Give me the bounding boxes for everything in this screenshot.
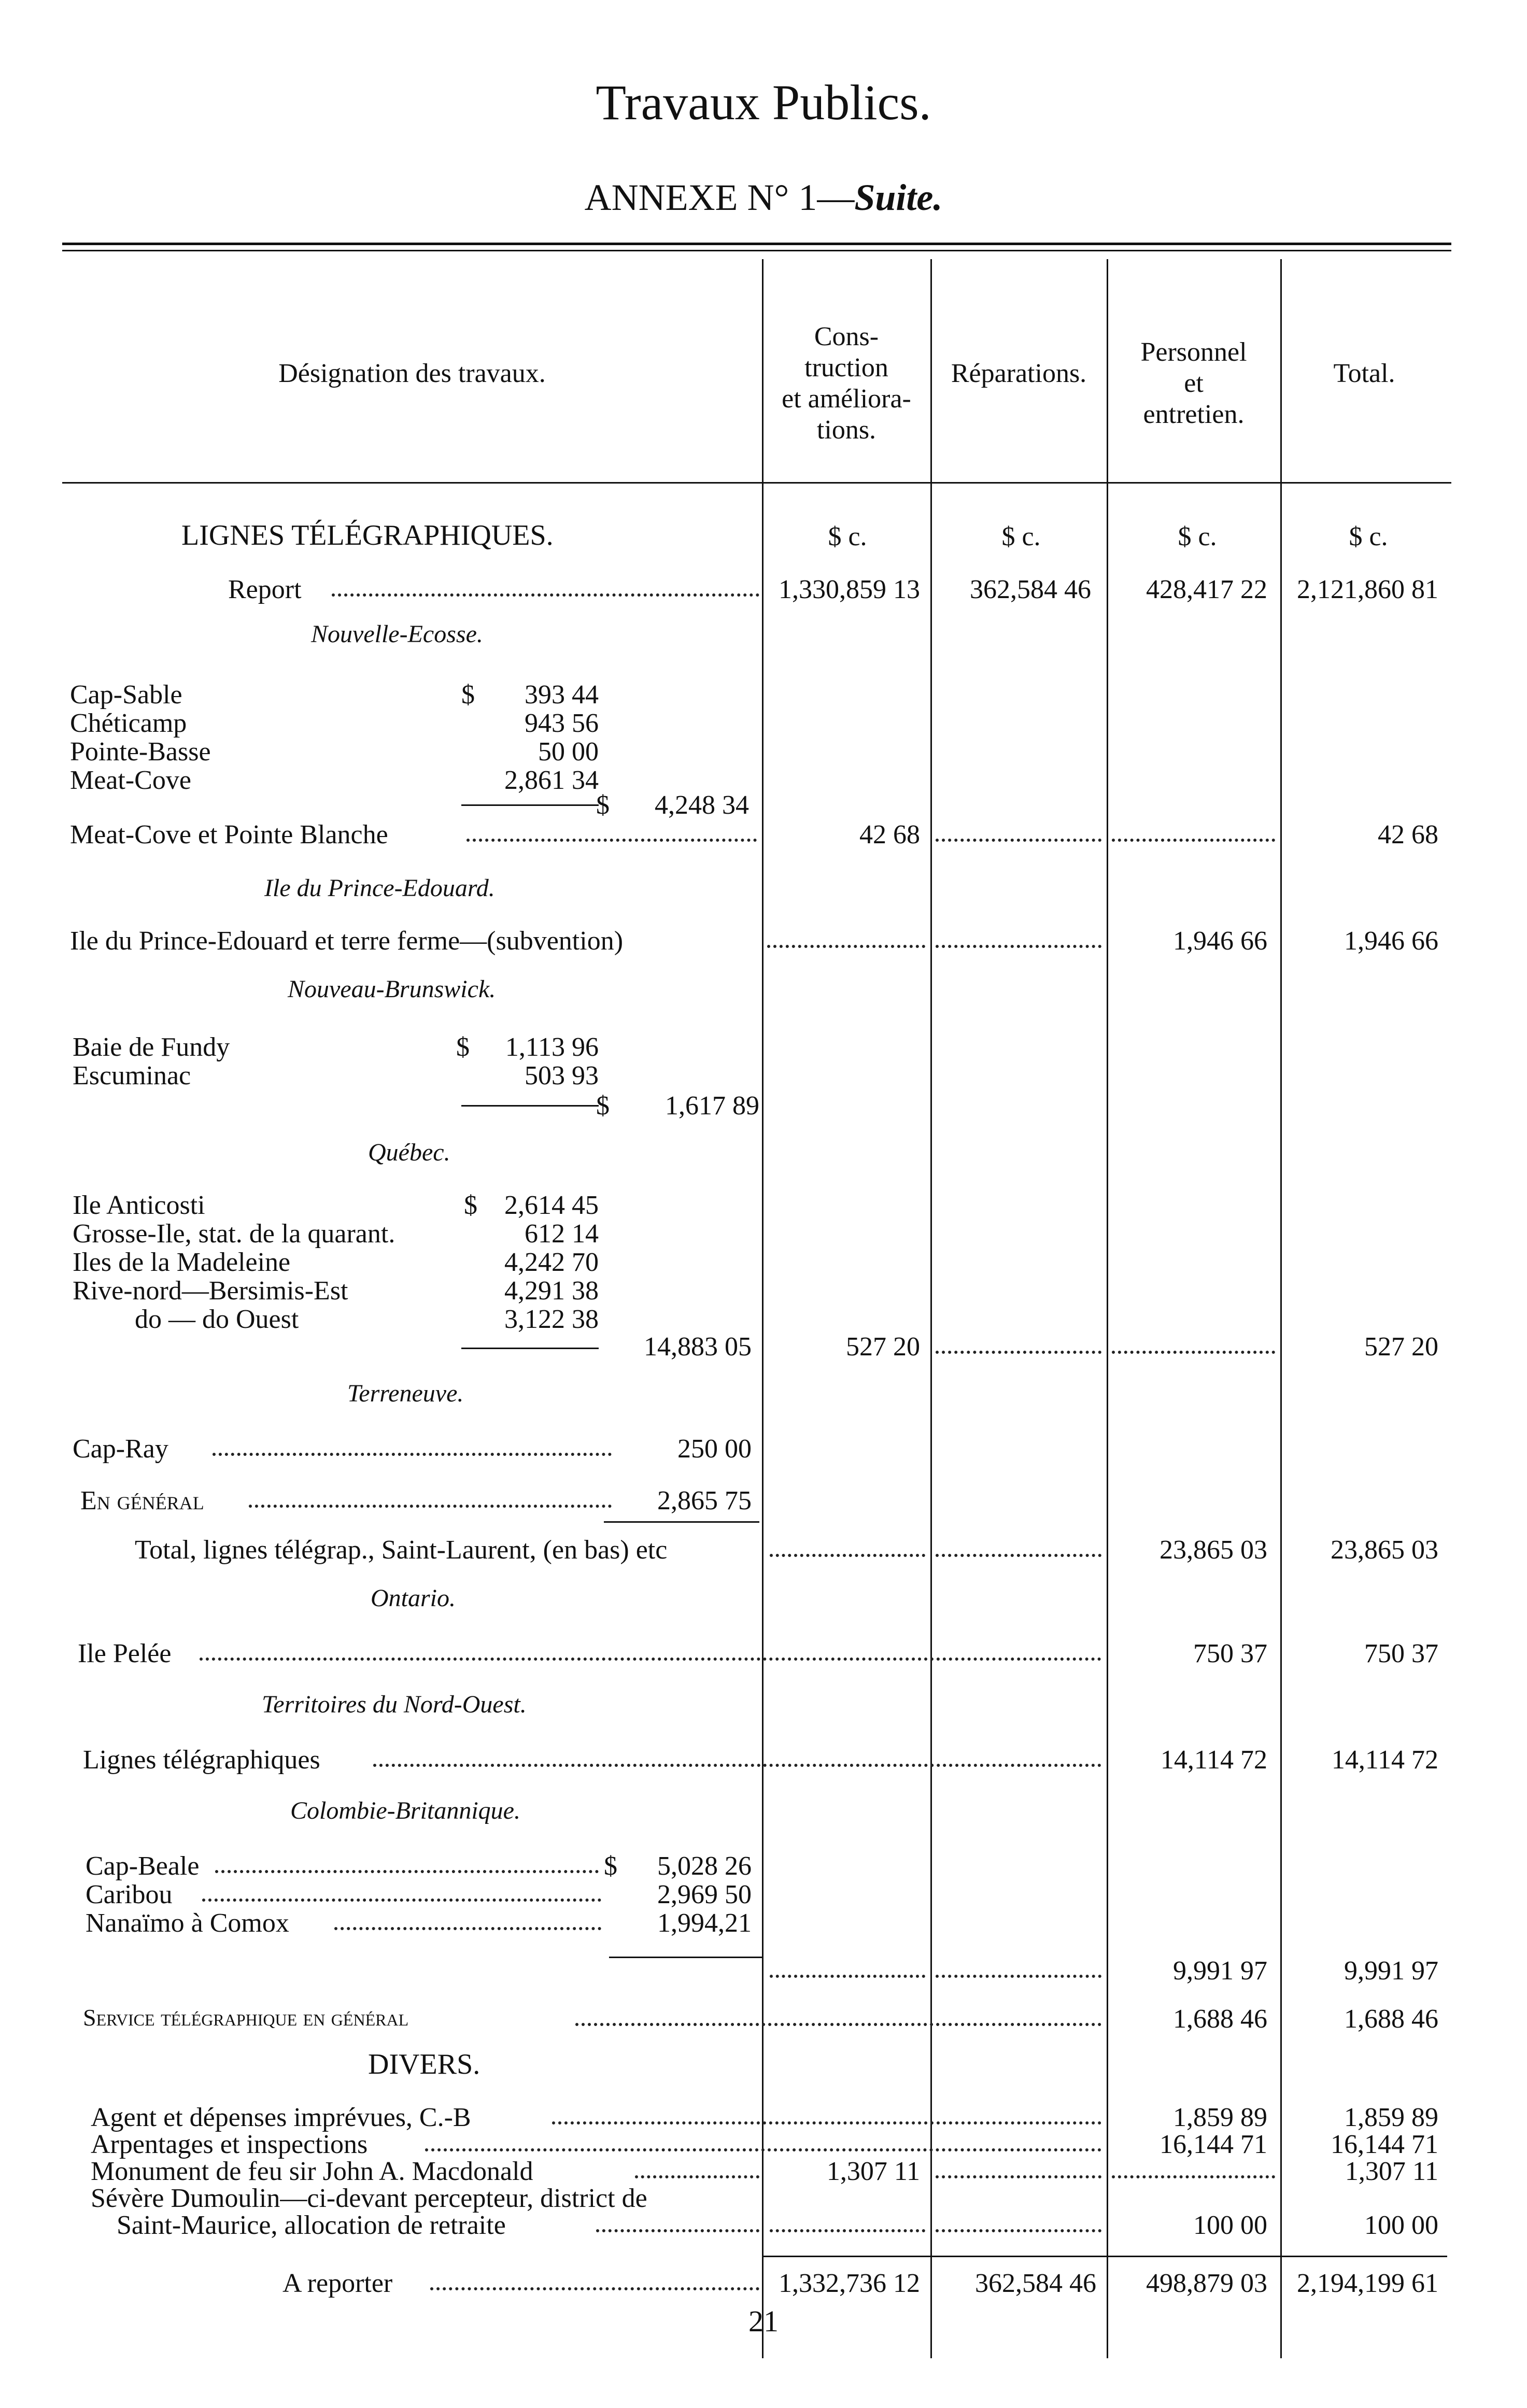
- cb-leader-rep: [936, 1975, 1101, 1978]
- divers-item-personnel: 100 00: [1193, 2211, 1267, 2240]
- col-header-personnel-l1: Personnel: [1140, 337, 1247, 367]
- divers-item-leader: [596, 2229, 759, 2232]
- qc-item-amount: 2,614 45: [504, 1191, 599, 1220]
- heading-colombie: Colombie-Britannique.: [290, 1797, 520, 1824]
- col-header-personnel: [1108, 337, 1280, 430]
- tno-personnel: 14,114 72: [1160, 1745, 1267, 1775]
- report-leader: [332, 593, 759, 597]
- nb-item-amount: 1,113 96: [505, 1032, 599, 1062]
- divers-item-personnel: 1,859 89: [1173, 2103, 1267, 2132]
- heading-divers: DIVERS.: [368, 2048, 480, 2080]
- on-total: 750 37: [1364, 1639, 1438, 1668]
- divers-item-name: Monument de feu sir John A. Macdonald: [91, 2157, 533, 2186]
- reporter-total: 2,194,199 61: [1297, 2269, 1438, 2298]
- divers-item-total: 100 00: [1364, 2211, 1438, 2240]
- qc-item-name: do — do Ouest: [135, 1305, 299, 1334]
- reporter-construction: 1,332,736 12: [779, 2269, 920, 2298]
- heading-nouvelle-ecosse: Nouvelle-Ecosse.: [311, 620, 483, 648]
- col-header-construction: [763, 321, 930, 446]
- service-leader: [575, 2023, 1101, 2026]
- ne-extra-total: 42 68: [1378, 820, 1438, 849]
- divers-item-name: Agent et dépenses imprévues, C.-B: [91, 2103, 471, 2132]
- qc-item-amount: 3,122 38: [504, 1305, 599, 1334]
- qc-item-amount: 612 14: [525, 1219, 599, 1249]
- total-lignes-name: Total, lignes télégrap., Saint-Laurent, (en bas) etc: [135, 1535, 668, 1565]
- ne-subtotal-rule: [461, 804, 599, 806]
- ipe-personnel: 1,946 66: [1173, 926, 1267, 956]
- ipe-leader-rep: [936, 945, 1101, 948]
- qc-item-dollar: $: [464, 1191, 477, 1220]
- general-rule: [604, 1521, 759, 1523]
- ne-item-name: Chéticamp: [70, 709, 187, 738]
- divers-item-leader-cons: [770, 2229, 925, 2232]
- divers-item-name-l2: Saint-Maurice, allocation de retraite: [117, 2211, 506, 2240]
- cb-total: 9,991 97: [1344, 1956, 1438, 1986]
- ne-item-name: Meat-Cove: [70, 766, 191, 795]
- units-total: $ c.: [1349, 522, 1388, 551]
- nb-subtotal-dollar: $: [596, 1091, 610, 1121]
- total-lignes-leader-rep: [936, 1554, 1101, 1557]
- general-leader: [249, 1505, 612, 1508]
- ne-subtotal: 4,248 34: [655, 790, 749, 820]
- qc-subtotal: 14,883 05: [644, 1332, 752, 1362]
- ipe-total: 1,946 66: [1344, 926, 1438, 956]
- divers-item-total: 1,307 11: [1345, 2157, 1438, 2186]
- col-header-personnel-l3: entretien.: [1143, 400, 1245, 429]
- heading-ontario: Ontario.: [371, 1584, 456, 1612]
- col-divider-4: [1280, 259, 1282, 2358]
- nb-subtotal: 1,617 89: [665, 1091, 759, 1121]
- divers-item-name: Arpentages et inspections: [91, 2130, 368, 2159]
- heading-territoires: Territoires du Nord-Ouest.: [262, 1691, 527, 1718]
- qc-item-name: Grosse-Ile, stat. de la quarant.: [73, 1219, 395, 1249]
- units-reparations: $ c.: [1001, 522, 1041, 551]
- reporter-rule: [763, 2256, 1447, 2257]
- ne-item-amount: 943 56: [525, 709, 599, 738]
- report-construction: 1,330,859 13: [779, 575, 920, 604]
- nb-item-name: Escuminac: [73, 1061, 191, 1090]
- cb-item-leader: [202, 1899, 601, 1902]
- cb-item-name: Cap-Beale: [86, 1851, 200, 1881]
- units-construction: $ c.: [828, 522, 867, 551]
- col-header-personnel-l2: et: [1184, 369, 1204, 398]
- units-personnel: $ c.: [1178, 522, 1217, 551]
- header-bottom-rule: [62, 482, 1451, 484]
- cb-item-amount: 5,028 26: [657, 1851, 752, 1881]
- ne-extra-leader-pers: [1112, 839, 1275, 842]
- service-name: Service télégraphique en général: [83, 2004, 409, 2031]
- header-rule-top: [62, 243, 1451, 245]
- qc-item-name: Iles de la Madeleine: [73, 1248, 291, 1277]
- cb-item-leader: [334, 1927, 601, 1930]
- reporter-label: A reporter: [282, 2269, 393, 2298]
- qc-item-name: Rive-nord—Bersimis-Est: [73, 1276, 348, 1306]
- col-header-construction-l3: et améliora-: [782, 384, 911, 414]
- ne-item-dollar: $: [461, 680, 475, 710]
- cb-item-amount: 1,994,21: [657, 1908, 752, 1938]
- col-header-reparations: Réparations.: [951, 359, 1087, 388]
- ne-extra-construction: 42 68: [859, 820, 920, 849]
- divers-item-construction: 1,307 11: [826, 2157, 920, 2186]
- divers-item-personnel: 16,144 71: [1160, 2130, 1267, 2159]
- tn-leader: [213, 1453, 612, 1456]
- nb-item-name: Baie de Fundy: [73, 1032, 230, 1062]
- qc-total: 527 20: [1364, 1332, 1438, 1362]
- cb-item-leader: [215, 1870, 599, 1873]
- nb-item-dollar: $: [456, 1032, 470, 1062]
- tno-leader: [373, 1764, 1101, 1767]
- divers-item-leader-rep: [936, 2229, 1101, 2232]
- on-item-name: Ile Pelée: [78, 1639, 172, 1668]
- heading-terreneuve: Terreneuve.: [347, 1380, 464, 1407]
- col-header-construction-l2: truction: [804, 353, 888, 383]
- general-amount: 2,865 75: [657, 1486, 752, 1515]
- ne-item-amount: 50 00: [538, 737, 599, 767]
- divers-item-leader: [552, 2121, 1101, 2124]
- divers-item-name-l1: Sévère Dumoulin—ci-devant percepteur, district de: [91, 2184, 647, 2213]
- page-title: Travaux Publics.: [596, 75, 931, 130]
- heading-ile-pe: Ile du Prince-Edouard.: [264, 874, 495, 902]
- col-header-total: Total.: [1333, 359, 1395, 388]
- cb-item-name: Caribou: [86, 1880, 173, 1909]
- col-divider-2: [930, 259, 932, 2358]
- page-subtitle: [0, 179, 1527, 216]
- ipe-leader-cons: [767, 945, 925, 948]
- subtitle-main: ANNEXE N° 1—: [584, 177, 855, 218]
- service-personnel: 1,688 46: [1173, 2004, 1267, 2034]
- tn-item-name: Cap-Ray: [73, 1434, 168, 1464]
- col-header-construction-l4: tions.: [816, 415, 876, 445]
- ne-subtotal-dollar: $: [596, 790, 610, 820]
- qc-leader-rep: [936, 1351, 1101, 1354]
- service-total: 1,688 46: [1344, 2004, 1438, 2034]
- heading-nouveau-brunswick: Nouveau-Brunswick.: [288, 975, 496, 1003]
- total-lignes-total: 23,865 03: [1331, 1535, 1438, 1565]
- tno-total: 14,114 72: [1331, 1745, 1438, 1775]
- qc-subtotal-rule: [461, 1348, 599, 1349]
- cb-leader-cons: [770, 1975, 925, 1978]
- ne-extra-leader-rep: [936, 839, 1101, 842]
- qc-item-name: Ile Anticosti: [73, 1191, 205, 1220]
- col-header-construction-l1: Cons-: [814, 322, 879, 351]
- col-header-designation: Désignation des travaux.: [278, 359, 546, 388]
- general-name: En général: [80, 1486, 204, 1515]
- divers-item-total: 16,144 71: [1331, 2130, 1438, 2159]
- divers-item-leader-rep: [936, 2175, 1101, 2178]
- ne-item-name: Pointe-Basse: [70, 737, 211, 767]
- report-total: 2,121,860 81: [1297, 575, 1438, 604]
- divers-item-leader: [425, 2148, 1101, 2151]
- reporter-leader: [430, 2287, 759, 2290]
- reporter-reparations: 362,584 46: [975, 2269, 1096, 2298]
- cb-subtotal-rule: [609, 1957, 762, 1958]
- qc-construction: 527 20: [846, 1332, 920, 1362]
- report-personnel: 428,417 22: [1146, 575, 1267, 604]
- qc-item-amount: 4,242 70: [504, 1248, 599, 1277]
- cb-item-amount: 2,969 50: [657, 1880, 752, 1909]
- qc-item-amount: 4,291 38: [504, 1276, 599, 1306]
- section-title: LIGNES TÉLÉGRAPHIQUES.: [181, 519, 554, 551]
- heading-quebec: Québec.: [368, 1139, 450, 1166]
- report-reparations: 362,584 46: [970, 575, 1091, 604]
- total-lignes-personnel: 23,865 03: [1160, 1535, 1267, 1565]
- reporter-personnel: 498,879 03: [1146, 2269, 1267, 2298]
- nb-subtotal-rule: [461, 1105, 599, 1107]
- on-personnel: 750 37: [1193, 1639, 1267, 1668]
- total-lignes-leader-cons: [770, 1554, 925, 1557]
- ne-item-name: Cap-Sable: [70, 680, 182, 710]
- subtitle-suite: Suite.: [854, 177, 943, 218]
- tno-item-name: Lignes télégraphiques: [83, 1745, 320, 1775]
- divers-item-total: 1,859 89: [1344, 2103, 1438, 2132]
- ne-item-amount: 2,861 34: [504, 766, 599, 795]
- tn-item-amount: 250 00: [677, 1434, 752, 1464]
- ne-item-amount: 393 44: [525, 680, 599, 710]
- page-number: 21: [748, 2304, 779, 2338]
- divers-item-leader-pers: [1112, 2175, 1275, 2178]
- col-divider-3: [1107, 259, 1108, 2358]
- on-leader: [200, 1658, 1101, 1661]
- cb-item-name: Nanaïmo à Comox: [86, 1908, 289, 1938]
- ne-extra-leader: [466, 839, 757, 842]
- cb-item-dollar: $: [604, 1851, 617, 1881]
- cb-personnel: 9,991 97: [1173, 1956, 1267, 1986]
- divers-item-leader: [635, 2175, 759, 2178]
- qc-leader-pers: [1112, 1351, 1275, 1354]
- nb-item-amount: 503 93: [525, 1061, 599, 1090]
- ne-extra-name: Meat-Cove et Pointe Blanche: [70, 820, 388, 849]
- col-divider-1: [762, 259, 763, 2358]
- ipe-item-name: Ile du Prince-Edouard et terre ferme—(subvention): [70, 926, 624, 956]
- header-rule-bottom: [62, 250, 1451, 251]
- report-label: Report: [228, 575, 302, 604]
